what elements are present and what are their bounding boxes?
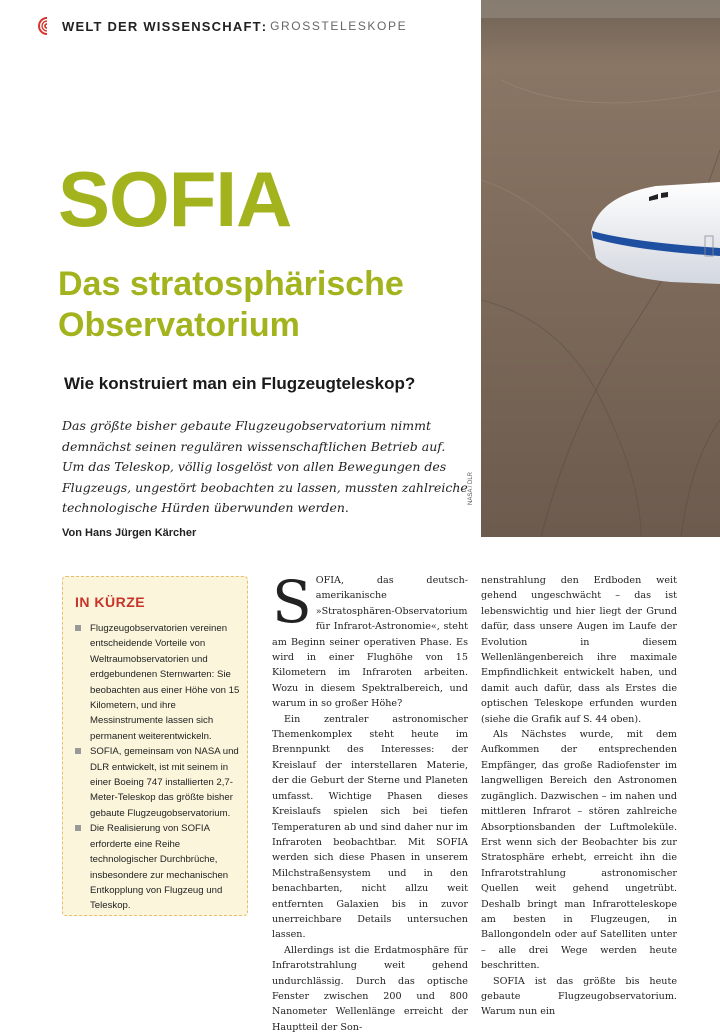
square-bullet-icon — [75, 625, 81, 631]
section-header — [38, 16, 407, 36]
article-question: Wie konstruiert man ein Flugzeugteleskop? — [64, 374, 416, 393]
body-paragraph: OFIA, das deutsch-amerikanische »Stratosphären-Observatorium für Infrarot-Astronomie«, steht am Beginn seiner operativen Phase. Es wird in einer Flughöhe von 15 Kilometern im Infraroten arbeiten. Wozu in diesem Spektralbereich, und warum in so großer Höhe? — [272, 575, 468, 710]
body-paragraph: Ein zentraler astronomischer Themenkomplex steht heute im Brennpunkt des Interesses: der Kreislauf der interstellaren Materie, der die Geburt der Sterne und Planeten umfasst. Wichtige Phasen dieses Kreislaufs spielen sich bei tiefen Temperaturen ab und sind daher nur im Infraroten beobachtbar. Mit SOFIA werden sich diese Phasen in unserem Milchstraßensystem und in den benachbarten, nicht allzu weit entfernten Galaxien bis in zuvor unerreichbare Details untersuchen lassen. — [272, 713, 468, 941]
body-paragraph: Als Nächstes wurde, mit dem Aufkommen der entsprechenden Empfänger, das große Radiofenster im langwelligen Bereich den Astronomen zugänglich. Dazwischen – im nahen und mittleren Infrarot – stören zahlreiche Absorptionsbanden der Luftmoleküle. Erst wenn sich der Beobachter bis zur Stratosphäre erhebt, erreicht ihn die Infrarotstrahlung astronomischer Quellen weit gehend ungetrübt. Deshalb bringt man Infrarotteleskope am besten in Flugzeugen, in Ballongondeln oder auf Satelliten unter – alle drei Wege werden heute beschritten. — [481, 729, 677, 972]
square-bullet-icon — [75, 748, 81, 754]
subsection-label: GROSSTELESKOPE — [270, 19, 408, 33]
summary-box — [62, 576, 248, 916]
article-subtitle: Das stratosphärische Observatorium — [58, 265, 404, 344]
summary-title: IN KÜRZE — [75, 594, 146, 610]
body-paragraph: nenstrahlung den Erdboden weit gehend ungeschwächt – das ist lebenswichtig und hier liegt der Grund dafür, dass unsere Augen im Laufe der Evolution in diesem Wellenlängenbereich ihre maximale Empfindlichkeit entwickelt haben, und damit auch dafür, dass als Erstes die optischen Teleskope erfunden wurden (siehe die Grafik auf S. 44 oben). — [481, 575, 677, 725]
article-lead: Das größte bisher gebaute Flugzeugobservatorium nimmt demnächst seinen regulären wissenschaftlichen Betrieb auf. Um das Teleskop, völlig losgelöst von allen Bewegungen des Flugzeugs, ungestört beobachten zu lassen, mussten zahlreiche technologische Hürden überwunden werden. — [62, 418, 468, 515]
body-column-2 — [481, 573, 677, 1020]
section-separator: : — [261, 18, 267, 34]
target-logo-icon — [38, 17, 56, 35]
article-title: SOFIA — [58, 155, 292, 243]
body-paragraph: SOFIA ist das größte bis heute gebaute Flugzeugobservatorium. Warum nun ein — [481, 975, 677, 1018]
aircraft-photo — [481, 0, 720, 537]
square-bullet-icon — [75, 825, 81, 831]
section-label: WELT DER WISSENSCHAFT — [62, 18, 262, 34]
body-column-1 — [272, 568, 468, 1035]
summary-list — [75, 621, 241, 914]
summary-item: Die Realisierung von SOFIA erforderte eine Reihe technologischer Durchbrüche, insbesondere zur mechanischen Entkopplung von Flugzeug und Teleskop. — [75, 821, 241, 913]
body-paragraph: Allerdings ist die Erdatmosphäre für Infrarotstrahlung weit gehend undurchlässig. Durch das optische Fenster zwischen 200 und 800 Nanometer Wellenlänge erreicht der Hauptteil der Son- — [272, 944, 468, 1033]
drop-cap: S — [272, 568, 312, 636]
photo-credit: NASA / DLR — [468, 471, 474, 505]
summary-item: SOFIA, gemeinsam von NASA und DLR entwickelt, ist mit seinem in einer Boeing 747 installierten 2,7-Meter-Teleskop das größte bisher gebaute Flugzeugobservatorium. — [75, 744, 241, 821]
summary-item: Flugzeugobservatorien vereinen entscheidende Vorteile von Weltraumobservatorien und erdgebundenen Sternwarten: Sie beobachten aus einer Höhe von 15 Kilometern, und ihre Messinstrumente lassen sich permanent weiterentwickeln. — [75, 621, 241, 744]
article-author: Von Hans Jürgen Kärcher — [62, 527, 197, 539]
